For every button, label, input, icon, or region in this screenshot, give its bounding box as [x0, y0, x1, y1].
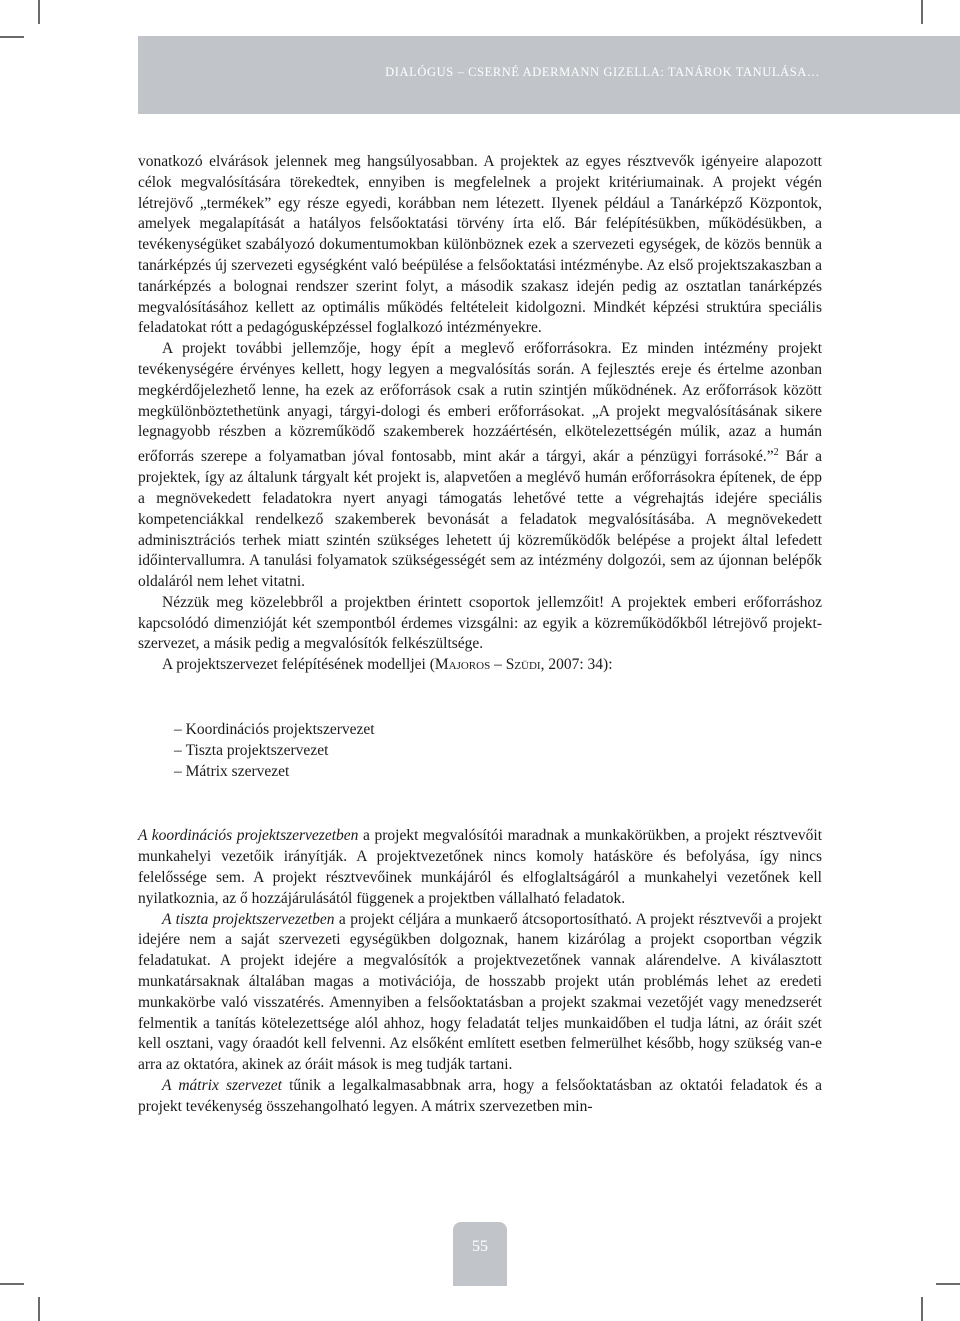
crop-mark-top-left	[38, 0, 40, 24]
paragraph-6-term: A tiszta projektszervezetben	[162, 910, 335, 928]
paragraph-4-post: , 2007: 34):	[540, 656, 613, 674]
paragraph-4-pre: A projektszervezet felépítésének modelljei (	[162, 656, 435, 674]
page-body	[138, 152, 822, 1118]
list-item: – Mátrix szervezet	[174, 762, 822, 783]
paragraph-2-continued: Bár a projektek, így az általunk tárgyalt két projekt is, alapvetően a meglévő humán erőforrásokra építenek, de épp a megnövekedett feladatokra nyert anyagi támogatás lehetővé tette a végrehajtás idejére speciális kompetenciákkal rendelkező szakemberek bevonását a feladatok megvalósításába. A megnövekedett adminisztrációs terhek miatt szintén szükséges lehetett új közreműködők belépése a projekt által lefedett időintervallumra. A tanulási folyamatok szükségességét sem az intézmény dolgozói, sem az újonnan belépők oldaláról nem lehet vitatni.	[138, 448, 822, 591]
paragraph-6	[138, 910, 822, 1076]
paragraph-6-text: a projekt céljára a munkaerő átcsoportosítható. A projekt résztvevői a projekt idejére nem a saját szervezeti egységükben dolgoznak, hanem kizárólag a projekt csoportban végzik feladatukat. A projekt idejére a megvalósítók a projektvezetőnek vannak alárendelve. A kiválasztott munkatársaknak általában magas a motivációja, de hosszabb projekt után problémás lehet az eredeti munkakörbe való visszatérés. Amennyiben a felsőoktatásban a projekt szakmai vezetőjét vagy menedzserét felmentik a tanítás kötelezettsége alól ahhoz, hogy feladatát teljes munkaidőben el tudja látni, az óráit szét kell osztani, vagy óraadót kell felvenni. Az elsőként említett esetben felmerülhet később, hogy szükség van-e arra az oktatóra, akinek az óráit mások is meg tudják tartani.	[138, 910, 822, 1074]
footnote-marker: 2	[773, 447, 779, 459]
crop-mark-left-upper	[0, 36, 24, 38]
crop-mark-right-lower	[936, 1283, 960, 1285]
paragraph-5-term: A koordinációs projektszervezetben	[138, 827, 359, 845]
paragraph-3: Nézzük meg közelebbről a projektben érintett csoportok jellemzőit! A projektek emberi erőforráshoz kapcsolódó dimenzióját két szempontból érdemes vizsgálni: az egyik a közreműködőkből létrejövő projekt-szervezet, a másik pedig a megvalósítók felkészültsége.	[138, 593, 822, 653]
paragraph-1: vonatkozó elvárások jelennek meg hangsúlyosabban. A projektek az egyes résztvevők igényeire alapozott célok megvalósítására törekedtek, ennyiben is megfelelnek a projekt kritériumainak. A projekt végén létrejövő „termékek” egy része egyedi, korábban nem létezett. Ilyenek például a Tanárképző Központok, amelyek megalapítását a hatályos felsőoktatási törvény írta elő. Bár felépítésükben, működésükben, a tevékenységüket szabályozó dokumentumokban különböznek ezek a szervezeti egységek, de közös bennük a tanárképzés új szervezeti egységként való beépülése a felsőoktatási intézménybe. Az első projektszakaszban a tanárképzés a bolognai rendszer szerint folyt, a második szakasz idején pedig az osztatlan tanárképzés megvalósításához kellett az optimális működés feltételeit kidolgozni. Mindkét képzési struktúra speciális feladatokat rótt a pedagógusképzéssel foglalkozó intézményekre.	[138, 153, 822, 337]
running-head: DIALÓGUS – CSERNÉ ADERMANN GIZELLA: TANÁROK TANULÁSA…	[385, 65, 820, 79]
paragraph-7-text: tűnik a legalkalmasabbnak arra, hogy a felsőoktatásban az oktatói feladatok és a projekt tevékenység összehangolható legyen. A mátrix szervezetben min-	[138, 1077, 823, 1115]
crop-mark-bottom-left	[38, 1297, 40, 1321]
paragraph-4	[138, 655, 822, 676]
crop-mark-bottom-right	[921, 1297, 923, 1321]
list-item: – Koordinációs projektszervezet	[174, 720, 822, 741]
paragraph-5	[138, 826, 822, 909]
crop-mark-left-lower	[0, 1283, 24, 1285]
page-number: 55	[472, 1238, 488, 1255]
paragraph-7-term: A mátrix szervezet	[162, 1077, 282, 1095]
list-item: – Tiszta projektszervezet	[174, 741, 822, 762]
citation-authors: Majoros – Szüdi	[434, 656, 541, 674]
paragraph-5-text: a projekt megvalósítói maradnak a munkakörükben, a projekt résztvevőit munkahelyi vezetőik irányítják. A projektvezetőnek nincs komoly hatásköre és befolyása, így nincs felelőssége sem. A projekt résztvevőinek munkájáról és elfoglaltságáról a munkahelyi vezetőnek kell nyilatkoznia, az ő hozzájárulásától függenek a projektben vállalható feladatok.	[138, 827, 822, 907]
paragraph-7	[138, 1076, 822, 1118]
paragraph-2-text: A projekt további jellemzője, hogy épít a meglevő erőforrásokra. Ez minden intézmény projekt tevékenységére érvényes kellett, hogy legyen a megvalósítás során. A fejlesztés ereje és értelme azonban megkérdőjelezhető lenne, ha ezek az erőforrások csak a rutin szintjén működnének. Az erőforrások között megkülönböztethetünk anyagi, tárgyi-dologi és emberi erőforrásokat. „A projekt megvalósításának sikere legnagyobb részben a közreműködő szakemberek hozzáértésén, elkötelezettségén múlik, azaz a humán erőforrás szerepe a folyamatban jóval fontosabb, mint akár a tárgyi, akár a pénzügyi forrásoké.”	[138, 340, 822, 466]
crop-mark-top-right	[921, 0, 923, 24]
model-list	[138, 720, 822, 782]
paragraph-2	[138, 339, 822, 593]
